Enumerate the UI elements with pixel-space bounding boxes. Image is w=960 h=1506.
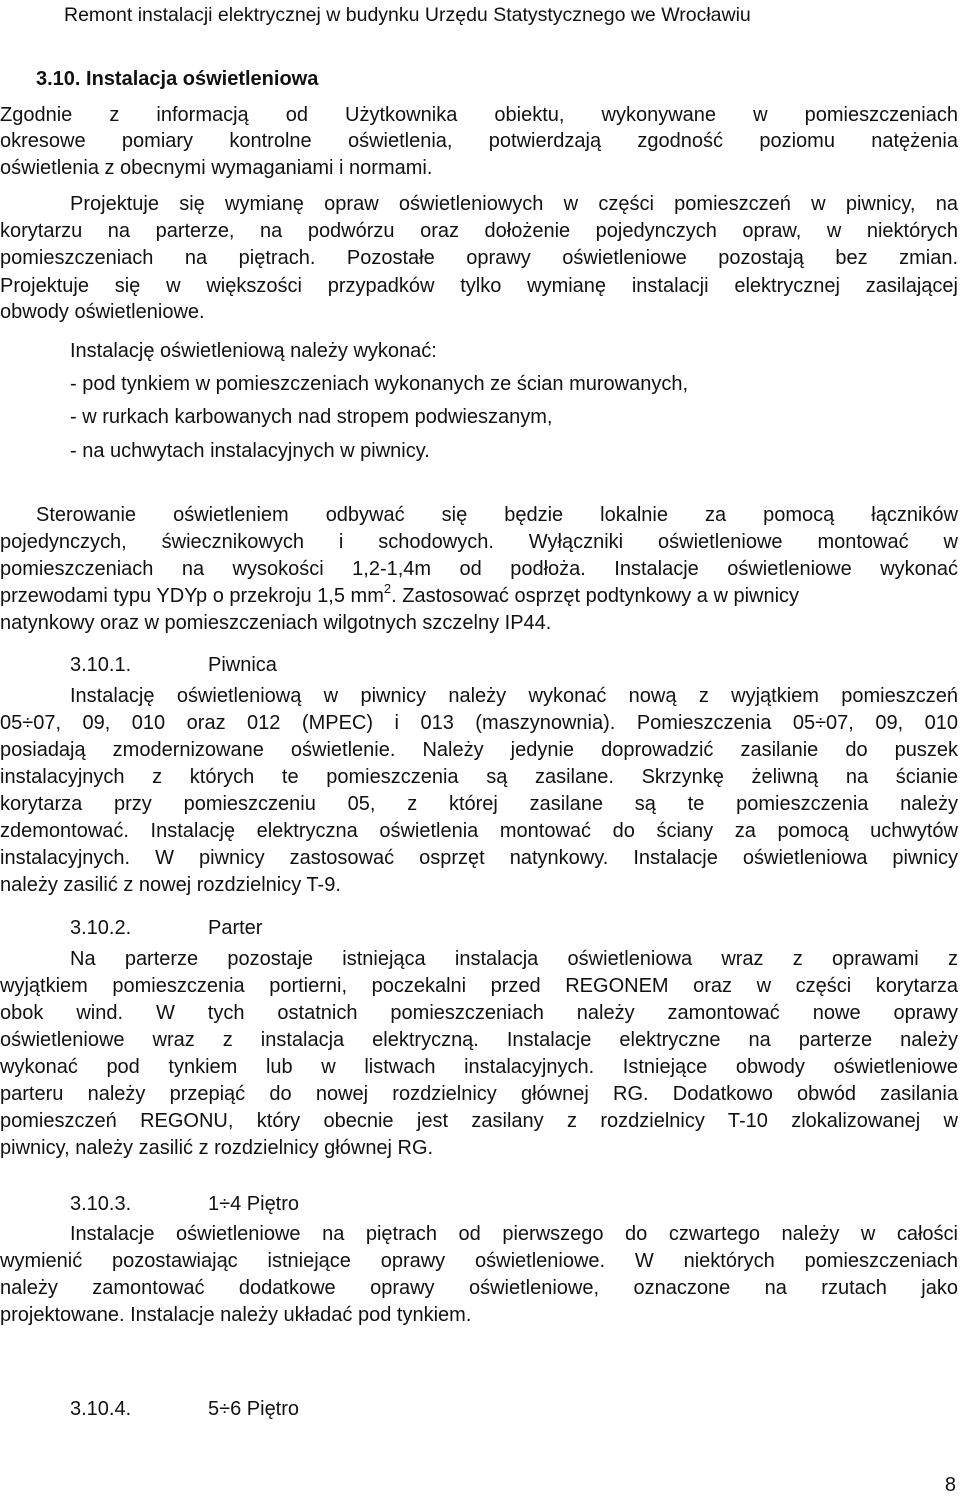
- subsection-title: 1÷4 Piętro: [208, 1193, 300, 1215]
- paragraph-text: . Zastosować osprzęt podtynkowy a w piwnicy: [391, 585, 800, 607]
- page-number: 8: [944, 1474, 956, 1496]
- subsection-number: 3.10.4.: [70, 1398, 132, 1420]
- paragraph-line: zdemontować. Instalację elektryczna oświetlenia montować do ściany za pomocą uchwytów: [0, 820, 958, 842]
- paragraph-line: natynkowy oraz w pomieszczeniach wilgotnych szczelny IP44.: [0, 612, 552, 634]
- document-header: Remont instalacji elektrycznej w budynku Urzędu Statystycznego we Wrocławiu: [64, 4, 751, 26]
- paragraph-line: projektowane. Instalacje należy układać pod tynkiem.: [0, 1304, 472, 1326]
- list-item: - w rurkach karbowanych nad stropem podwieszanym,: [70, 406, 553, 428]
- paragraph-line: oświetleniowe wraz z instalacja elektryczną. Instalacje elektryczne na parterze należy: [0, 1029, 958, 1051]
- paragraph-line: Na parterze pozostaje istniejąca instalacja oświetleniowa wraz z oprawami z: [70, 948, 958, 970]
- paragraph-line-with-superscript: [0, 583, 799, 609]
- subsection-number: 3.10.1.: [70, 654, 132, 676]
- paragraph-line: wymienić pozostawiając istniejące oprawy oświetleniowe. W niektórych pomieszczeniach: [0, 1250, 958, 1272]
- paragraph-line: Instalację oświetleniową w piwnicy należy wykonać nową z wyjątkiem pomieszczeń: [70, 685, 958, 707]
- subsection-title: Parter: [208, 917, 263, 939]
- paragraph-line: Sterowanie oświetleniem odbywać się będzie lokalnie za pomocą łączników: [36, 504, 958, 526]
- paragraph-line: Instalacje oświetleniowe na piętrach od pierwszego do czwartego należy w całości: [70, 1223, 958, 1245]
- paragraph-line: oświetlenia z obecnymi wymaganiami i normami.: [0, 157, 433, 179]
- list-item: - pod tynkiem w pomieszczeniach wykonanych ze ścian murowanych,: [70, 373, 689, 395]
- subsection-title: Piwnica: [208, 654, 277, 676]
- paragraph-line: pomieszczeń REGONU, który obecnie jest zasilany z rozdzielnicy T-10 zlokalizowanej w: [0, 1110, 958, 1132]
- paragraph-line: pomieszczeniach na wysokości 1,2-1,4m od podłoża. Instalacje oświetleniowe wykonać: [0, 558, 958, 580]
- paragraph-line: obwody oświetleniowe.: [0, 301, 205, 323]
- paragraph-line: posiadają zmodernizowane oświetlenie. Należy jedynie doprowadzić zasilanie do puszek: [0, 739, 958, 761]
- paragraph-line: korytarza przy pomieszczeniu 05, z której zasilane są te pomieszczenia należy: [0, 793, 958, 815]
- paragraph-line: Projektuje się wymianę opraw oświetleniowych w części pomieszczeń w piwnicy, na: [70, 193, 958, 215]
- subsection-title: 5÷6 Piętro: [208, 1398, 300, 1420]
- paragraph-line: Zgodnie z informacją od Użytkownika obiektu, wykonywane w pomieszczeniach: [0, 104, 958, 126]
- paragraph-lead: Instalację oświetleniową należy wykonać:: [70, 340, 437, 362]
- list-item: - na uchwytach instalacyjnych w piwnicy.: [70, 440, 430, 462]
- subsection-number: 3.10.3.: [70, 1193, 132, 1215]
- section-title: 3.10. Instalacja oświetleniowa: [36, 68, 319, 90]
- paragraph-line: instalacyjnych. W piwnicy zastosować osprzęt natynkowy. Instalacje oświetleniowa piwnicy: [0, 847, 958, 869]
- paragraph-line: korytarzu na parterze, na podwórzu oraz dołożenie pojedynczych opraw, w niektórych: [0, 220, 958, 242]
- superscript: 2: [383, 581, 392, 596]
- subsection-number: 3.10.2.: [70, 917, 132, 939]
- paragraph-line: piwnicy, należy zasilić z rozdzielnicy głównej RG.: [0, 1137, 434, 1159]
- paragraph-line: Projektuje się w większości przypadków tylko wymianę instalacji elektrycznej zasilającej: [0, 275, 958, 297]
- paragraph-line: należy zamontować dodatkowe oprawy oświetleniowe, oznaczone na rzutach jako: [0, 1277, 958, 1299]
- paragraph-line: okresowe pomiary kontrolne oświetlenia, potwierdzają zgodność poziomu natężenia: [0, 130, 958, 152]
- paragraph-line: należy zasilić z nowej rozdzielnicy T-9.: [0, 874, 341, 896]
- paragraph-text: przewodami typu YDYp o przekroju 1,5 mm: [0, 585, 384, 607]
- paragraph-line: obok wind. W tych ostatnich pomieszczeniach należy zamontować nowe oprawy: [0, 1002, 958, 1024]
- paragraph-line: pomieszczeniach na piętrach. Pozostałe oprawy oświetleniowe pozostają bez zmian.: [0, 247, 958, 269]
- paragraph-line: wyjątkiem pomieszczenia portierni, poczekalni przed REGONEM oraz w części korytarza: [0, 975, 958, 997]
- paragraph-line: pojedynczych, świecznikowych i schodowych. Wyłączniki oświetleniowe montować w: [0, 531, 958, 553]
- paragraph-line: wykonać pod tynkiem lub w listwach instalacyjnych. Istniejące obwody oświetleniowe: [0, 1056, 958, 1078]
- paragraph-line: 05÷07, 09, 010 oraz 012 (MPEC) i 013 (maszynownia). Pomieszczenia 05÷07, 09, 010: [0, 712, 958, 734]
- paragraph-line: parteru należy przepiąć do nowej rozdzielnicy głównej RG. Dodatkowo obwód zasilania: [0, 1083, 958, 1105]
- paragraph-line: instalacyjnych z których te pomieszczenia są zasilane. Skrzynkę żeliwną na ścianie: [0, 766, 958, 788]
